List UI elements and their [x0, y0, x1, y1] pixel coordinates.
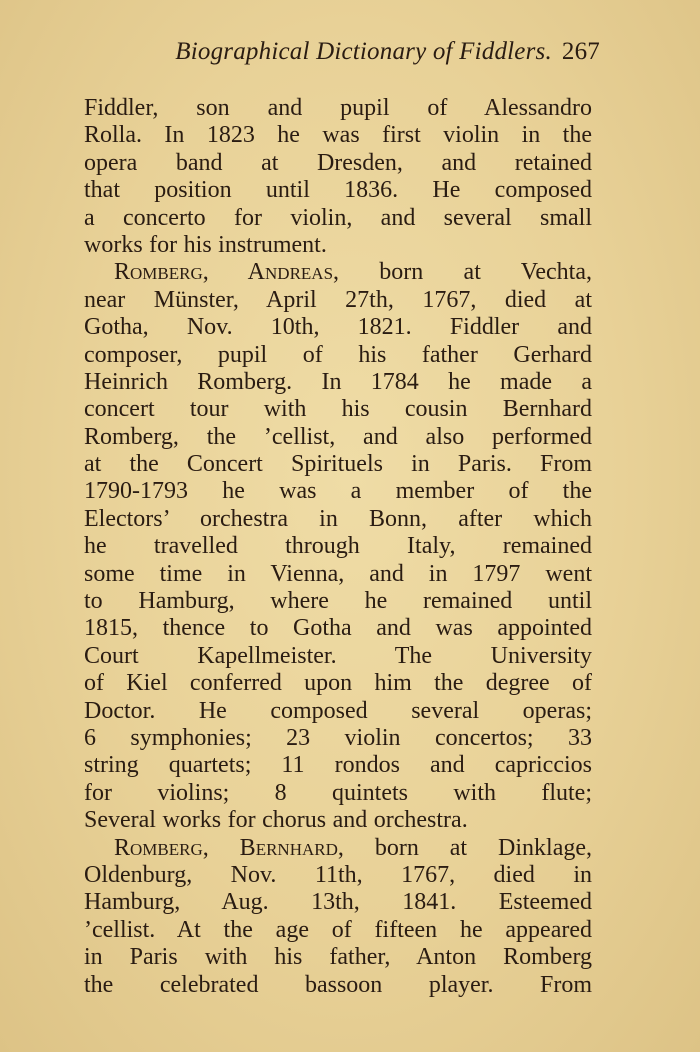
text-line: a concerto for violin, and several small: [84, 204, 592, 231]
text-line: Heinrich Romberg. In 1784 he made a: [84, 368, 592, 395]
text-line: concert tour with his cousin Bernhard: [84, 396, 592, 423]
entry-name: Romberg, Bernhard,: [114, 834, 344, 861]
page-number: 267: [561, 38, 600, 65]
paragraph-rolla-continuation: [84, 95, 592, 259]
running-head: [140, 38, 600, 66]
text-line: 1790-1793 he was a member of the: [84, 478, 592, 505]
text-line: Several works for chorus and orchestra.: [84, 807, 468, 834]
entry-romberg-bernhard: [84, 835, 592, 999]
entry-first-line: [84, 835, 592, 862]
text-line: composer, pupil of his father Gerhard: [84, 341, 592, 368]
text-line: Court Kapellmeister. The University: [84, 642, 592, 669]
text-line: in Paris with his father, Anton Romberg: [84, 944, 592, 971]
text-line: 6 symphonies; 23 violin concertos; 33: [84, 724, 592, 751]
text-fragment: born at Dinklage,: [343, 834, 592, 861]
text-line: to Hamburg, where he remained until: [84, 588, 592, 615]
text-line: he travelled through Italy, remained: [84, 533, 592, 560]
text-line: Romberg, the ’cellist, and also performed: [84, 423, 592, 450]
body-text: [84, 95, 592, 999]
text-line: near Münster, April 27th, 1767, died at: [84, 286, 592, 313]
running-head-title: Biographical Dictionary of Fiddlers.: [175, 38, 552, 65]
text-line: Doctor. He composed several operas;: [84, 697, 592, 724]
text-line: for violins; 8 quintets with flute;: [84, 779, 592, 806]
text-line: at the Concert Spirituels in Paris. From: [84, 451, 592, 478]
text-line: 1815, thence to Gotha and was appointed: [84, 615, 592, 642]
text-line: of Kiel conferred upon him the degree of: [84, 670, 592, 697]
text-line: Electors’ orchestra in Bonn, after which: [84, 505, 592, 532]
text-line: Hamburg, Aug. 13th, 1841. Esteemed: [84, 889, 592, 916]
text-line: the celebrated bassoon player. From: [84, 971, 592, 998]
text-fragment: born at Vechta,: [339, 259, 592, 286]
text-line: that position until 1836. He composed: [84, 177, 592, 204]
text-line: string quartets; 11 rondos and capriccios: [84, 752, 592, 779]
text-line: works for his instrument.: [84, 231, 327, 258]
entry-name: Romberg, Andreas,: [114, 259, 340, 286]
text-line: opera band at Dresden, and retained: [84, 149, 592, 176]
text-line: Rolla. In 1823 he was first violin in the: [84, 122, 592, 149]
text-line: Oldenburg, Nov. 11th, 1767, died in: [84, 861, 592, 888]
text-line: Gotha, Nov. 10th, 1821. Fiddler and: [84, 314, 592, 341]
entry-romberg-andreas: [84, 259, 592, 834]
text-line: ’cellist. At the age of fifteen he appeared: [84, 916, 592, 943]
entry-first-line: [84, 259, 592, 286]
text-line: some time in Vienna, and in 1797 went: [84, 560, 592, 587]
text-line: Fiddler, son and pupil of Alessandro: [84, 95, 592, 121]
